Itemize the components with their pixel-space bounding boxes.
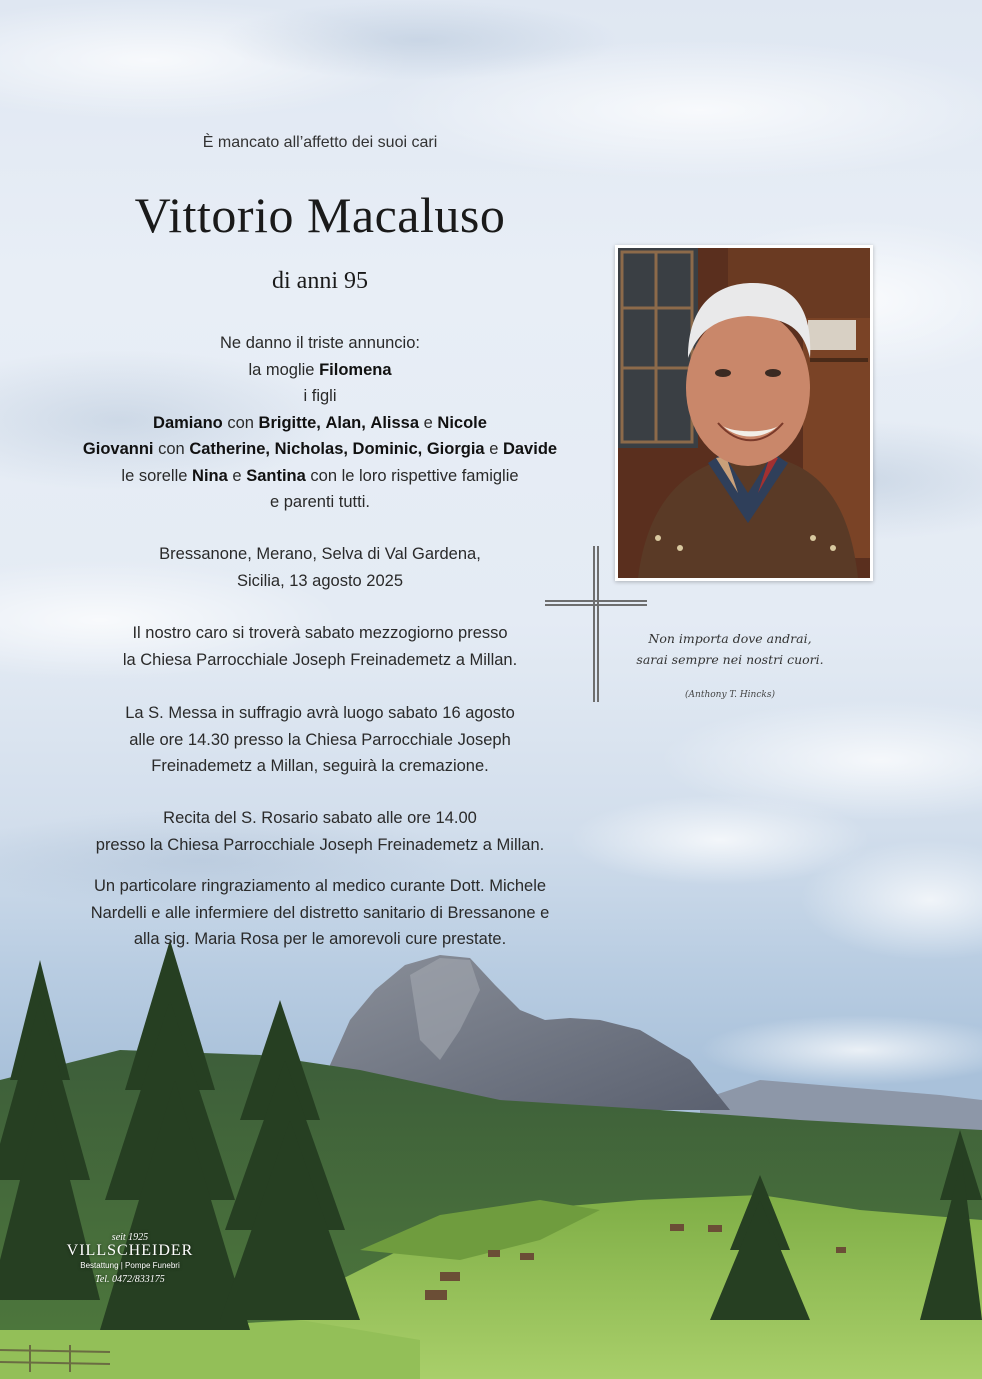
family-name: Nicholas,: [274, 440, 348, 458]
mass-block: [40, 700, 600, 780]
wife-line: [40, 357, 600, 384]
logo-services: Bestattung | Pompe Funebri: [80, 1261, 180, 1270]
rosary-line: Recita del S. Rosario sabato alle ore 14.00: [163, 809, 477, 827]
connector: e: [232, 466, 242, 485]
portrait-photo: [615, 245, 873, 581]
child-line-giovanni: [40, 436, 600, 463]
memorial-quote: [625, 628, 835, 670]
sister-name: Nina: [192, 466, 228, 485]
places-line: Bressanone, Merano, Selva di Val Gardena,: [159, 545, 481, 563]
wife-prefix: la moglie: [248, 360, 315, 379]
wife-name: Filomena: [319, 360, 392, 379]
place-date-block: [40, 541, 600, 594]
connector: e: [489, 440, 499, 458]
family-name: Alan,: [325, 413, 366, 432]
logo-since: seit 1925: [111, 1232, 149, 1243]
announcement-block: [40, 330, 600, 516]
quote-line: Non importa dove andrai,: [648, 631, 812, 646]
visitation-line: la Chiesa Parrocchiale Joseph Freinademetz a Millan.: [122, 650, 518, 669]
family-name: Catherine,: [189, 440, 270, 458]
quote-author: (Anthony T. Hincks): [685, 690, 775, 700]
cross-icon: [545, 546, 647, 702]
visitation-block: [40, 620, 600, 673]
family-name: Nicole: [437, 413, 487, 432]
deceased-name: Vittorio Macaluso: [134, 187, 506, 243]
funeral-home-logo: [60, 1232, 200, 1285]
mass-line: La S. Messa in suffragio avrà luogo sabato 16 agosto: [125, 704, 515, 722]
connector: con: [158, 440, 185, 458]
sister-name: Santina: [246, 466, 306, 485]
family-name: Davide: [502, 440, 558, 458]
sisters-prefix: le sorelle: [121, 466, 188, 485]
quote-line: sarai sempre nei nostri cuori.: [636, 652, 824, 667]
child-name: Giovanni: [82, 440, 154, 458]
thanks-line: alla sig. Maria Rosa per le amorevoli cure prestate.: [133, 930, 507, 948]
intro-line: È mancato all’affetto dei suoi cari: [202, 134, 438, 151]
child-line-damiano: [40, 410, 600, 437]
visitation-line: Il nostro caro si troverà sabato mezzogiorno presso: [132, 624, 508, 642]
child-name: Damiano: [153, 413, 223, 432]
rosary-block: [40, 805, 600, 858]
family-name: Giorgia: [426, 440, 485, 458]
date-line: Sicilia, 13 agosto 2025: [236, 571, 404, 590]
deceased-age: di anni 95: [272, 268, 368, 294]
thanks-line: Nardelli e alle infermiere del distretto sanitario di Bressanone e: [90, 903, 550, 922]
family-name: Dominic,: [352, 440, 423, 458]
mass-line: Freinademetz a Millan, seguirà la cremazione.: [151, 757, 489, 775]
thanks-block: [40, 873, 600, 953]
children-heading: i figli: [303, 387, 337, 405]
family-name: Brigitte,: [258, 413, 321, 432]
logo-brand: VILLSCHEIDER: [66, 1242, 194, 1259]
relatives-line: e parenti tutti.: [270, 493, 370, 511]
sisters-suffix: con le loro rispettive famiglie: [310, 466, 519, 485]
connector: e: [423, 413, 433, 432]
rosary-line: presso la Chiesa Parrocchiale Joseph Freinademetz a Millan.: [95, 835, 545, 854]
logo-phone: Tel. 0472/833175: [95, 1274, 165, 1285]
sisters-line: [40, 463, 600, 490]
family-name: Alissa: [370, 413, 420, 432]
connector: con: [227, 413, 254, 432]
mass-line: alle ore 14.30 presso la Chiesa Parrocchiale Joseph: [129, 730, 511, 749]
portrait-image: [618, 248, 870, 578]
announcement-heading: Ne danno il triste annuncio:: [220, 334, 420, 352]
thanks-line: Un particolare ringraziamento al medico curante Dott. Michele: [93, 877, 547, 895]
